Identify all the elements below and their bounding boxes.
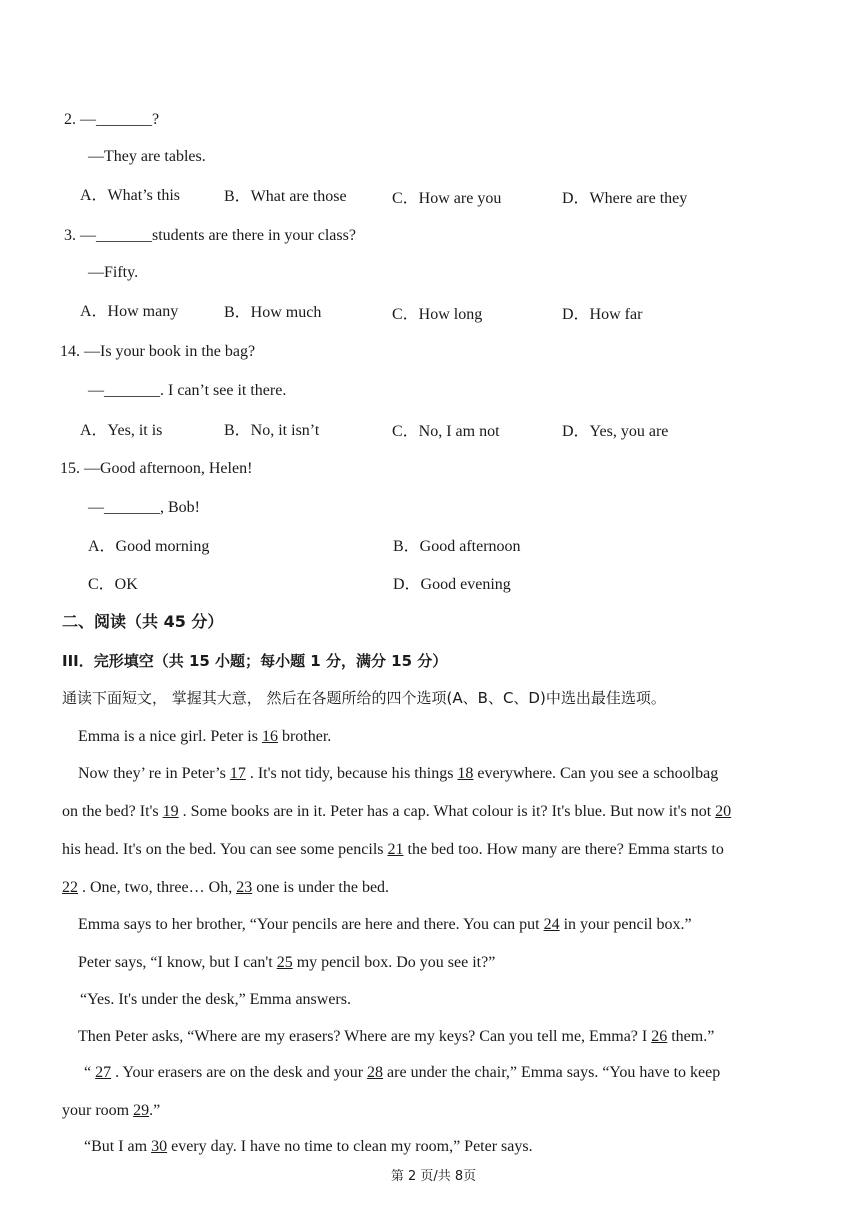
option-b: B．Good afternoon (393, 538, 521, 555)
passage-line: your room 29.” (62, 1102, 161, 1119)
question-13-stem: 3. —_______students are there in your class? (64, 227, 356, 244)
instructions: 通读下面短文， 掌握其大意， 然后在各题所给的四个选项(A、B、C、D)中选出最佳选项。 (62, 689, 666, 707)
option-c: C．How long (392, 306, 483, 323)
passage-line: his head. It's on the bed. You can see some pencils 21 the bed too. How many are there? Emma starts to (62, 841, 724, 858)
question-14-answer: —_______. I can’t see it there. (88, 382, 287, 399)
question-14-stem: 14. —Is your book in the bag? (60, 343, 256, 360)
passage-line: Then Peter asks, “Where are my erasers? Where are my keys? Can you tell me, Emma? I 26 them.” (78, 1028, 715, 1045)
blank-19: 19 (162, 803, 179, 820)
passage-line: “But I am 30 every day. I have no time to clean my room,” Peter says. (84, 1138, 533, 1155)
blank-26: 26 (651, 1028, 668, 1045)
blank-20: 20 (715, 803, 732, 820)
question-15-stem: 15. —Good afternoon, Helen! (60, 460, 253, 477)
passage-line: 22 . One, two, three… Oh, 23 one is under the bed. (62, 879, 390, 896)
blank-17: 17 (229, 765, 246, 782)
passage-line: Emma says to her brother, “Your pencils are here and there. You can put 24 in your pencil box.” (78, 916, 692, 933)
question-15-answer: —_______, Bob! (88, 499, 200, 516)
blank-28: 28 (367, 1064, 384, 1081)
blank-23: 23 (236, 879, 253, 896)
blank-27: 27 (95, 1064, 112, 1081)
option-c: C．OK (88, 576, 138, 593)
option-a: A．How many (80, 303, 179, 320)
option-a: A．Good morning (88, 538, 210, 555)
passage-line: Now they’ re in Peter’s 17 . It's not tidy, because his things 18 everywhere. Can you see a schoolbag (78, 765, 719, 782)
option-d: D．Where are they (562, 190, 688, 207)
blank-24: 24 (543, 916, 560, 933)
option-b: B．What are those (224, 188, 347, 205)
passage-line: “ 27 . Your erasers are on the desk and your 28 are under the chair,” Emma says. “You have to keep (84, 1064, 721, 1081)
option-a: A．Yes, it is (80, 422, 163, 439)
option-a: A．What’s this (80, 187, 180, 204)
blank-25: 25 (276, 954, 293, 971)
section-heading-cloze: III．完形填空（共 15 小题；每小题 1 分，满分 15 分） (62, 652, 448, 670)
option-c: C．No, I am not (392, 423, 500, 440)
option-c: C．How are you (392, 190, 502, 207)
blank-29: 29 (133, 1102, 150, 1119)
section-heading-reading: 二、阅读（共 45 分） (62, 612, 224, 631)
page-footer: 第 2 页/共 8页 (390, 1169, 477, 1184)
blank-16: 16 (261, 728, 278, 745)
blank-22: 22 (62, 879, 78, 896)
option-d: D．How far (562, 306, 643, 323)
blank-18: 18 (457, 765, 474, 782)
blank-30: 30 (151, 1138, 168, 1155)
passage-line: “Yes. It's under the desk,” Emma answers. (80, 991, 351, 1008)
question-13-answer: —Fifty. (88, 264, 139, 281)
passage-line: on the bed? It's 19 . Some books are in it. Peter has a cap. What colour is it? It's blue. But now it's not 20 (62, 803, 732, 820)
question-12-stem: 2. —_______? (64, 111, 160, 128)
option-d: D．Yes, you are (562, 423, 669, 440)
option-d: D．Good evening (393, 576, 511, 593)
question-12-answer: —They are tables. (88, 148, 206, 165)
passage-line: Peter says, “I know, but I can't 25 my pencil box. Do you see it?” (78, 954, 496, 971)
option-b: B．How much (224, 304, 322, 321)
option-b: B．No, it isn’t (224, 422, 320, 439)
passage-line: Emma is a nice girl. Peter is 16 brother. (78, 728, 332, 745)
blank-21: 21 (387, 841, 404, 858)
